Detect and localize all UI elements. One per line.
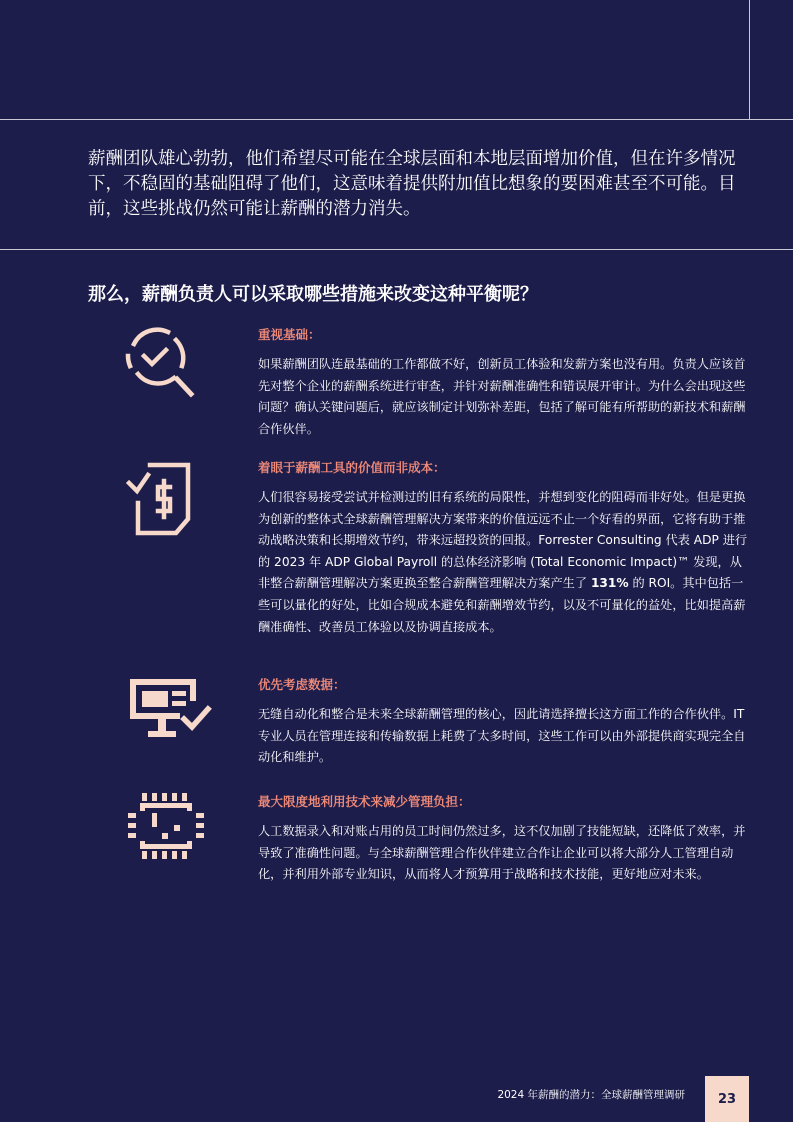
section-title: 优先考虑数据： [258,677,346,692]
footer-document-title: 2024 年薪酬的潜力：全球薪酬管理调研 [497,1089,685,1101]
top-vertical-rule [749,0,750,119]
magnifier-check-icon [124,326,198,400]
section-body [258,487,748,638]
section-question-heading: 那么，薪酬负责人可以采取哪些措施来改变这种平衡呢？ [88,284,538,305]
top-divider [0,119,793,120]
intro-divider [0,249,793,250]
chip-icon [128,793,206,859]
dollar-document-check-icon [126,461,194,537]
section-body-text: 人们很容易接受尝试并检测过的旧有系统的局限性，并想到变化的阻碍而非好处。但是更换为创新的整体式全球薪酬管理解决方案带来的价值远远不止一个好看的界面，它将有助于推动战略决策和长期增效节约，带来远超投资的回报。Forrester Consulting 代表 ADP 进行的 2023 年 ADP Global Payroll 的总体经济影响 (Total Economic Impact)™ 发现，从非整合薪酬管理解决方案更换至整合薪酬管理解决方案产生了 [258,490,748,591]
intro-paragraph: 薪酬团队雄心勃勃，他们希望尽可能在全球层面和本地层面增加价值，但在许多情况下，不稳固的基础阻碍了他们，这意味着提供附加值比想象的要困难甚至不可能。目前，这些挑战仍然可能让薪酬的潜力消失。 [88,149,736,219]
section-prioritize-data [258,676,748,769]
section-title: 重视基础： [258,327,321,342]
section-title: 最大限度地利用技术来减少管理负担： [258,794,471,809]
section-body-text: 的 ROI。其中包括一些可以量化的好处，比如合规成本避免和薪酬增效节约，以及不可量化的益处，比如提高薪酬准确性、改善员工体验以及协调直接成本。 [258,576,746,634]
section-body: 无缝自动化和整合是未来全球薪酬管理的核心，因此请选择擅长这方面工作的合作伙伴。IT 专业人员在管理连接和传输数据上耗费了太多时间，这些工作可以由外部提供商实现完全自动化和维护。 [258,707,746,765]
section-title: 着眼于薪酬工具的价值而非成本： [258,460,446,475]
section-body: 人工数据录入和对账占用的员工时间仍然过多，这不仅加剧了技能短缺，还降低了效率，并导致了准确性问题。与全球薪酬管理合作伙伴建立合作让企业可以将大部分人工管理自动化，并利用外部专业知识，从而将人才预算用于战略和技术技能，更好地应对未来。 [258,824,746,882]
monitor-check-icon [128,677,214,745]
section-reduce-admin-burden [258,793,748,886]
section-value-not-cost [258,459,748,638]
page-number: 23 [705,1076,749,1122]
page-footer [0,1076,793,1122]
section-foundation [258,326,748,440]
roi-figure: 131% [590,576,629,591]
section-body: 如果薪酬团队连最基础的工作都做不好，创新员工体验和发薪方案也没有用。负责人应该首先对整个企业的薪酬系统进行审查，并针对薪酬准确性和错误展开审计。为什么会出现这些问题？确认关键问题后，就应该制定计划弥补差距，包括了解可能有所帮助的新技术和薪酬合作伙伴。 [258,357,746,436]
